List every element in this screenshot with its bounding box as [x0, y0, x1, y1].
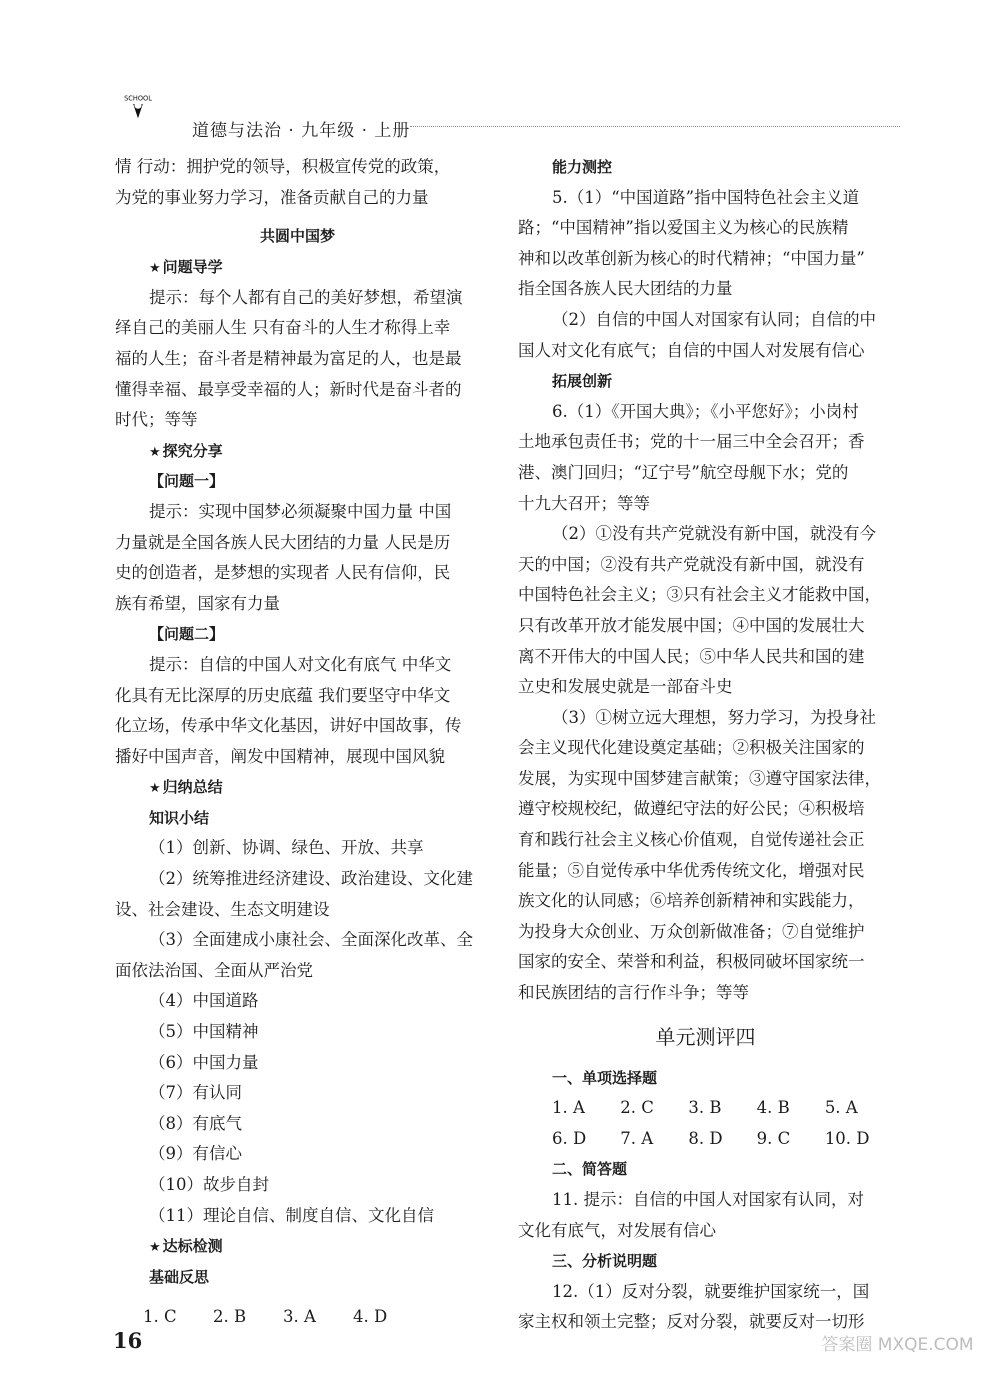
paragraph-line: （8）有底气	[149, 1113, 242, 1133]
subsection-heading: ★ 达标检测	[115, 1231, 480, 1262]
section-heading: 三、分析说明题	[552, 1252, 658, 1271]
paragraph-line: 为党的事业努力学习，准备贡献自己的力量	[115, 187, 429, 207]
page-header	[100, 90, 900, 150]
answer-item: 1. A	[552, 1098, 585, 1118]
paragraph-line: 育和践行社会主义核心价值观，自觉传递社会正	[518, 830, 865, 850]
paragraph-line: 懂得幸福、最享受幸福的人；新时代是奋斗者的	[115, 379, 462, 399]
answer-item: 2. C	[620, 1098, 654, 1118]
paragraph-line: 面依法治国、全面从严治党	[115, 960, 313, 980]
paragraph-line: 神和以改革创新为核心的时代精神；“中国力量”	[518, 248, 865, 268]
paragraph-line: 为投身大众创业、万众创新做准备；⑦自觉维护	[518, 921, 865, 941]
bold-heading: 【问题一】	[149, 472, 225, 491]
paragraph-line: 遵守校规校纪，做遵纪守法的好公民；④积极培	[518, 799, 865, 819]
paragraph-line: 6.（1）《开国大典》；《小平您好》；小岗村	[552, 401, 859, 421]
watermark	[805, 1300, 990, 1392]
subsection-heading: ★ 探究分享	[115, 436, 480, 467]
paragraph-line: 提示：实现中国梦必须凝聚中国力量 中国	[149, 501, 452, 521]
answer-row	[518, 1093, 893, 1124]
answer-item: 1. C	[143, 1307, 177, 1326]
left-column	[115, 152, 480, 1292]
answer-item: 10. D	[824, 1128, 870, 1148]
paragraph-line: 化具有无比深厚的历史底蕴 我们要坚守中华文	[115, 685, 451, 705]
bold-heading: 拓展创新	[552, 372, 613, 391]
paragraph-line: （2）统筹推进经济建设、政治建设、文化建	[149, 869, 473, 889]
paragraph-line: 路；“中国精神”指以爱国主义为核心的民族精	[518, 218, 849, 238]
section-title: 共圆中国梦	[259, 227, 335, 246]
paragraph-line: 会主义现代化建设奠定基础；②积极关注国家的	[518, 738, 865, 758]
paragraph-line: 情 行动：拥护党的领导，积极宣传党的政策，	[115, 157, 451, 176]
answer-item: 3. A	[283, 1307, 316, 1326]
paragraph-line: 福的人生；奋斗者是精神最为富足的人，也是最	[115, 348, 462, 368]
answer-text: 12.（1）反对分裂，就要维护国家统一，国	[552, 1281, 870, 1301]
section-heading: 一、单项选择题	[552, 1068, 658, 1087]
paragraph-line: （5）中国精神	[149, 1022, 259, 1042]
paragraph-line: 提示：自信的中国人对文化有底气 中华文	[149, 654, 452, 674]
paragraph-line: 能量；⑤自觉传承中华优秀传统文化，增强对民	[518, 860, 865, 880]
answer-item: 8. D	[688, 1128, 723, 1148]
header-divider	[410, 126, 900, 127]
page-number: 16	[113, 1328, 143, 1353]
answer-item: 2. B	[213, 1307, 247, 1326]
paragraph-line: 设、社会建设、生态文明建设	[115, 899, 330, 919]
logo-text: SCHOOL	[124, 94, 152, 103]
paragraph-line: 族文化的认同感；⑥培养创新精神和实践能力，	[518, 891, 865, 911]
right-column	[518, 152, 893, 1338]
paragraph-line: （7）有认同	[149, 1083, 242, 1103]
paragraph-line: （3）全面建成小康社会、全面深化改革、全	[149, 930, 473, 950]
answer-item: 9. C	[756, 1128, 791, 1148]
paragraph-line: （9）有信心	[149, 1144, 242, 1164]
paragraph-line: 时代；等等	[115, 410, 198, 430]
paragraph-line: 港、澳门回归；“辽宁号”航空母舰下水；党的	[518, 462, 849, 482]
subsection-heading: ★ 问题导学	[115, 252, 480, 283]
answer-text: 文化有底气，对发展有信心	[518, 1220, 716, 1240]
paragraph-line: 国人对文化有底气；自信的中国人对发展有信心	[518, 340, 865, 360]
bold-heading: 知识小结	[149, 808, 210, 827]
answer-item: 4. D	[353, 1307, 388, 1326]
answer-item: 3. B	[688, 1098, 722, 1118]
answer-text: 11. 提示：自信的中国人对国家有认同，对	[552, 1190, 864, 1209]
paragraph-line: （6）中国力量	[149, 1052, 259, 1072]
unit-test-title: 单元测评四	[655, 1024, 756, 1049]
paragraph-line: 立史和发展史就是一部奋斗史	[518, 677, 733, 697]
paragraph-line: 族有希望，国家有力量	[115, 593, 280, 613]
paragraph-line: 播好中国声音，阐发中国精神，展现中国风貌	[115, 746, 445, 766]
paragraph-line: 提示：每个人都有自己的美好梦想，希望演	[149, 287, 463, 307]
paragraph-line: 国家的安全、荣誉和利益，积极同破坏国家统一	[518, 952, 865, 972]
paragraph-line: 离不开伟大的中国人民；⑤中华人民共和国的建	[518, 646, 865, 666]
paragraph-line: 土地承包责任书；党的十一届三中全会召开；香	[518, 432, 865, 452]
paragraph-line: 5.（1）“中国道路”指中国特色社会主义道	[552, 187, 860, 207]
paragraph-line: （3）①树立远大理想，努力学习，为投身社	[552, 707, 876, 727]
school-logo-icon	[108, 92, 168, 122]
paragraph-line: 十九大召开；等等	[518, 493, 650, 513]
paragraph-line: 天的中国；②没有共产党就没有新中国，就没有	[518, 554, 865, 574]
paragraph-line: 发展，为实现中国梦建言献策；③遵守国家法律，	[518, 768, 881, 788]
bold-heading: 能力测控	[552, 158, 613, 176]
left-answers	[115, 1302, 480, 1333]
paragraph-line: 化立场，传承中华文化基因，讲好中国故事，传	[115, 716, 462, 736]
paragraph-line: （4）中国道路	[149, 991, 259, 1011]
paragraph-line: （10）故步自封	[149, 1175, 269, 1194]
section-heading: 二、简答题	[552, 1160, 628, 1179]
bold-heading: 基础反思	[149, 1267, 210, 1286]
book-title: 道德与法治 · 九年级 · 上册	[192, 121, 411, 141]
paragraph-line: （2）①没有共产党就没有新中国，就没有今	[552, 524, 876, 544]
paragraph-line: 力量就是全国各族人民大团结的力量 人民是历	[115, 532, 451, 552]
answer-item: 4. B	[756, 1098, 790, 1118]
paragraph-line: 绎自己的美丽人生 只有奋斗的人生才称得上幸	[115, 318, 451, 338]
paragraph-line: 和民族团结的言行作斗争；等等	[518, 983, 749, 1003]
paragraph-line: 中国特色社会主义；③只有社会主义才能救中国，	[518, 585, 881, 605]
watermark-text: 答案圈 MXQE.COM	[821, 1335, 974, 1355]
answer-item: 5. A	[824, 1098, 858, 1118]
answer-item: 7. A	[620, 1128, 654, 1148]
paragraph-line: 指全国各族人民大团结的力量	[518, 279, 733, 299]
paragraph-line: （2）自信的中国人对国家有认同；自信的中	[552, 309, 876, 329]
paragraph-line: （11）理论自信、制度自信、文化自信	[149, 1205, 434, 1225]
paragraph-line: 史的创造者，是梦想的实现者 人民有信仰，民	[115, 563, 451, 583]
answer-text: 家主权和领土完整；反对分裂，就要反对一切形	[518, 1312, 865, 1332]
paragraph-line: 只有改革开放才能发展中国；④中国的发展壮大	[518, 615, 865, 635]
subsection-heading: ★ 归纳总结	[115, 772, 480, 803]
answer-row	[518, 1124, 893, 1155]
answer-item: 6. D	[552, 1128, 587, 1148]
paragraph-line: （1）创新、协调、绿色、开放、共享	[149, 838, 424, 858]
bold-heading: 【问题二】	[149, 625, 225, 644]
